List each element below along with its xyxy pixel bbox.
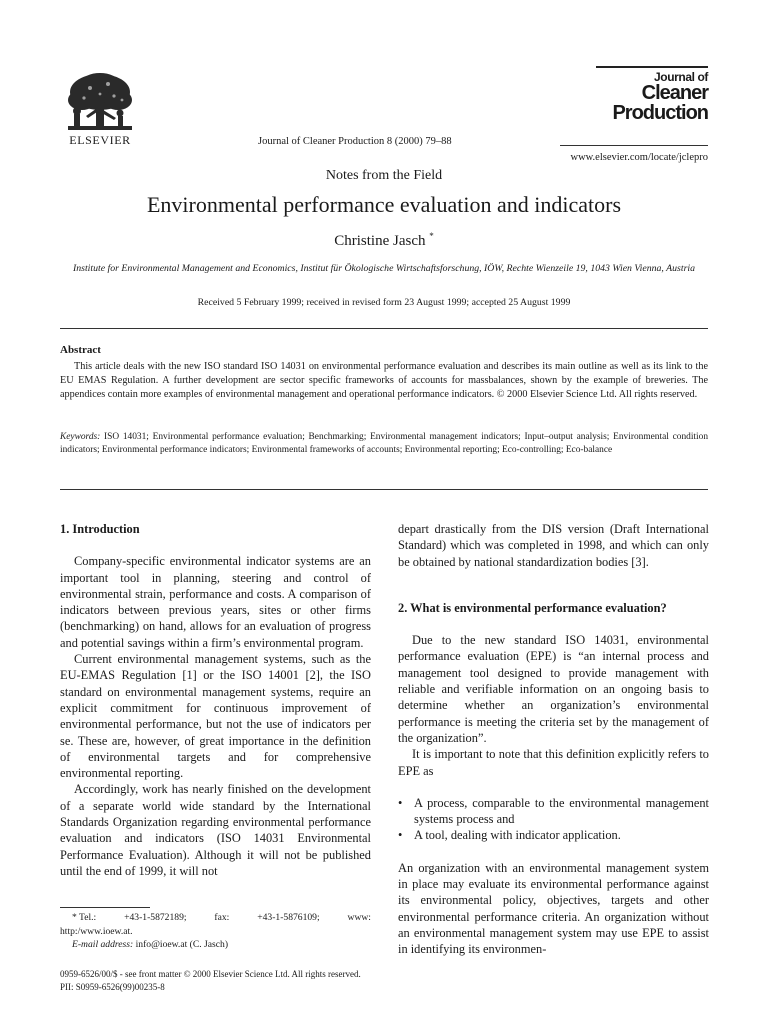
footnote-rule	[60, 907, 150, 908]
fax-label: fax:	[214, 912, 230, 923]
footnote-www-link[interactable]: http:/www.ioew.at.	[60, 925, 133, 937]
section-2-paragraph-1: Due to the new standard ISO 14031, environmental performance evaluation (EPE) is “an internal process and management tool designed to provide management with reliable and verifiable information on an ongoing basis to determine whether an organization’s environmental performance is meeting the criteria set by the management of the organization”.	[398, 633, 709, 745]
www-label: www:	[347, 912, 371, 923]
journal-url-link[interactable]: www.elsevier.com/locate/jclepro	[570, 152, 708, 163]
publisher-name: ELSEVIER	[69, 133, 131, 147]
paper-title: Environmental performance evaluation and indicators	[146, 192, 622, 217]
section-2-paragraph-2: It is important to note that this definition explicitly refers to EPE as	[398, 747, 709, 778]
section-1-paragraph-1: Company-specific environmental indicator systems are an important tool in planning, steering and control of environmental strain, performance and costs. A comparison of indicators between previous years, sites or other firms (benchmarking) on hand, allows for an evaluation of progress and potential savings within a firm’s environmental program.	[60, 554, 371, 650]
divider-top	[60, 328, 708, 329]
footnote-mark: *	[72, 912, 77, 923]
abstract-text: This article deals with the new ISO standard ISO 14031 on environmental performance evaluation and describes its main outline as well as its link to the EU EMAS Regulation. A further development are sector specific frameworks of accounts for massbalances, shown by the example of breweries. The appendices contain more examples of environmental management and operational performance indicators. © 2000 Elsevier Science Ltd. All rights reserved.	[60, 361, 708, 400]
bullet-list	[398, 795, 709, 844]
journal-logo-line3: Production	[612, 102, 708, 124]
keywords-list: ISO 14031; Environmental performance evaluation; Benchmarking; Environmental management indicators; Input–output analysis; Environmental condition indicators; Environmental performance indicators; Environmental frameworks of accounts; Environmental reporting; Eco-controlling; Eco-balance	[60, 432, 709, 455]
journal-logo-rule	[596, 66, 708, 68]
section-2-paragraph-3: An organization with an environmental management system in place may evaluate its environmental performance against its environmental policy, objectives, targets and other environmental performance criteria. An organization without an environmental management system may use EPE to assist in identifying its environmen-	[398, 860, 709, 957]
section-1-heading: 1. Introduction	[60, 522, 140, 536]
bullet-text: A process, comparable to the environmental management systems process and	[414, 795, 709, 827]
header-rule	[560, 145, 708, 146]
copyright-line: 0959-6526/00/$ - see front matter © 2000 Elsevier Science Ltd. All rights reserved.	[60, 969, 361, 979]
journal-logo-line2: Cleaner	[641, 82, 708, 104]
keywords	[60, 431, 708, 457]
tel-label: Tel.:	[79, 912, 97, 923]
section-1-paragraph-3: Accordingly, work has nearly finished on the development of a separate world wide standard by the International Standards Organization regarding environmental performance evaluation and indicators (ISO 14031 Environmental Performance Evaluation). Although it will not be published until the end of 1999, it will not	[60, 782, 371, 878]
email-address[interactable]: info@ioew.at (C. Jasch)	[135, 939, 229, 950]
email-label: E-mail address:	[72, 939, 134, 950]
bullet-text: A tool, dealing with indicator application.	[414, 828, 621, 843]
divider-abstract	[60, 489, 708, 490]
bullet-item	[398, 827, 709, 843]
footnote	[60, 911, 371, 952]
bullet-item	[398, 795, 709, 828]
journal-logo	[596, 66, 708, 123]
journal-logo-line1: Journal of	[653, 70, 708, 84]
footnote-contact-line	[60, 911, 371, 925]
tel-number: +43-1-5872189;	[124, 912, 187, 923]
section-1-continuation: depart drastically from the DIS version (Draft International Standard) which was completed in 1998, and which can only be obtained by national standardization bodies [3].	[398, 522, 709, 569]
abstract-heading: Abstract	[60, 344, 101, 356]
copyright	[60, 968, 361, 994]
footnote-email-line	[60, 938, 371, 952]
affiliation: Institute for Environmental Management and Economics, Institut für Ökologische Wirtschaftsforschung, IÖW, Rechte Wienzeile 19, 1043 Wien Vienna, Austria	[72, 263, 696, 274]
author	[0, 231, 768, 250]
journal-citation: Journal of Cleaner Production 8 (2000) 79–88	[258, 136, 452, 147]
pii-line: PII: S0959-6526(99)00235-8	[60, 982, 165, 992]
left-column	[60, 521, 371, 879]
section-label: Notes from the Field	[325, 168, 443, 183]
right-column	[398, 521, 709, 958]
author-name: Christine Jasch	[334, 233, 426, 249]
keywords-label: Keywords:	[60, 432, 101, 442]
section-2-heading: 2. What is environmental performance evaluation?	[398, 600, 667, 615]
bullet-marker: •	[398, 828, 403, 843]
author-footnote-mark: *	[429, 231, 434, 241]
section-1-paragraph-2: Current environmental management systems, such as the EU-EMAS Regulation [1] or the ISO 14001 [2], the ISO standard on environmental management systems, require an explicit commitment for continuous improvement of environmental performance, but not the use of indicators per se. These are, however, of great importance in the definition of environmental targets and for comprehensive environmental reporting.	[60, 652, 371, 781]
bullet-marker: •	[398, 795, 403, 810]
fax-number: +43-1-5876109;	[257, 912, 320, 923]
received-dates: Received 5 February 1999; received in revised form 23 August 1999; accepted 25 August 1999	[197, 297, 571, 308]
